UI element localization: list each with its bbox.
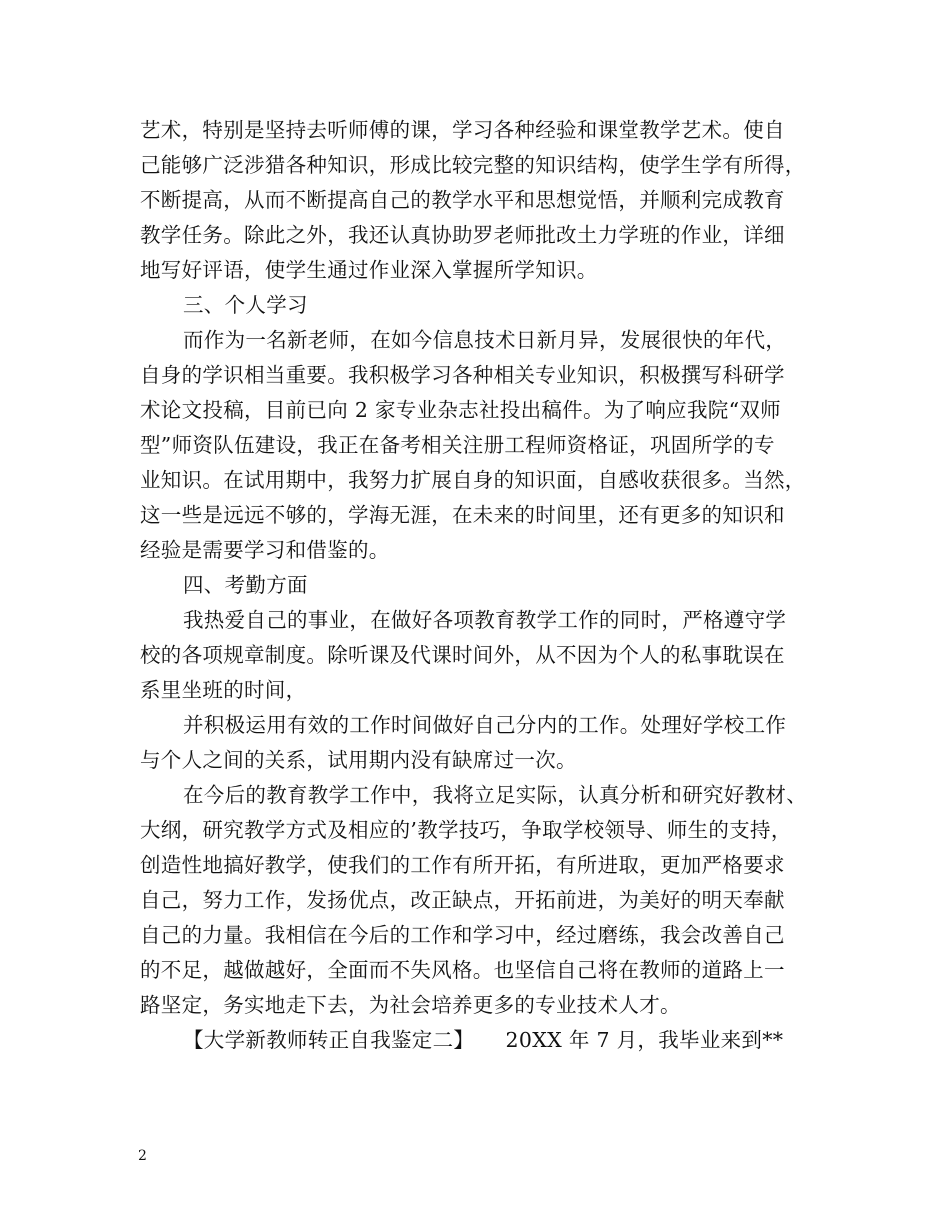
text-line: 艺术，特别是坚持去听师傅的课，学习各种经验和课堂教学艺术。使自 bbox=[140, 118, 785, 142]
text-line: 的不足，越做越好，全面而不失风格。也坚信自己将在教师的道路上一 bbox=[140, 958, 785, 982]
text-line: 路坚定，务实地走下去，为社会培养更多的专业技术人才。 bbox=[140, 993, 681, 1017]
text-line: 自身的学识相当重要。我积极学习各种相关专业知识，积极撰写科研学 bbox=[140, 363, 785, 387]
text-line: 这一些是远远不够的，学海无涯，在未来的时间里，还有更多的知识和 bbox=[140, 503, 785, 527]
section-heading: 四、考勤方面 bbox=[183, 573, 308, 597]
text-line: 并积极运用有效的工作时间做好自己分内的工作。处理好学校工作 bbox=[183, 713, 787, 737]
text-line: 型”师资队伍建设，我正在备考相关注册工程师资格证，巩固所学的专 bbox=[140, 433, 775, 457]
text-line: 系里坐班的时间， bbox=[140, 678, 307, 702]
text-line: 教学任务。除此之外，我还认真协助罗老师批改土力学班的作业，详细 bbox=[140, 223, 785, 247]
page-number: 2 bbox=[138, 1148, 147, 1164]
text-line: 己能够广泛涉猎各种知识，形成比较完整的知识结构，使学生学有所得， bbox=[140, 153, 806, 177]
text-line: 与个人之间的关系，试用期内没有缺席过一次。 bbox=[140, 748, 577, 772]
text-line: 在今后的教育教学工作中，我将立足实际，认真分析和研究好教材、 bbox=[183, 783, 807, 807]
text-line: 经验是需要学习和借鉴的。 bbox=[140, 538, 390, 562]
text-line: 不断提高，从而不断提高自己的教学水平和思想觉悟，并顺利完成教育 bbox=[140, 188, 785, 212]
text-line: 自己的力量。我相信在今后的工作和学习中，经过磨练，我会改善自己 bbox=[140, 923, 785, 947]
text-line: 业知识。在试用期中，我努力扩展自身的知识面，自感收获很多。当然， bbox=[140, 468, 806, 492]
section-heading: 三、个人学习 bbox=[183, 293, 308, 317]
text-line: 我热爱自己的事业，在做好各项教育教学工作的同时，严格遵守学 bbox=[183, 608, 787, 632]
text-line: 自己，努力工作，发扬优点，改正缺点，开拓前进，为美好的明天奉献 bbox=[140, 888, 785, 912]
text-line: 大纲，研究教学方式及相应的’教学技巧，争取学校领导、师生的支持， bbox=[140, 818, 792, 842]
text-line: 【大学新教师转正自我鉴定二】 20XX 年 7 月，我毕业来到** bbox=[183, 1028, 784, 1052]
text-line: 创造性地搞好教学，使我们的工作有所开拓，有所进取，更加严格要求 bbox=[140, 853, 785, 877]
text-line: 术论文投稿，目前已向 2 家专业杂志社投出稿件。为了响应我院“双师 bbox=[140, 398, 781, 422]
text-line: 而作为一名新老师，在如今信息技术日新月异，发展很快的年代， bbox=[183, 328, 787, 352]
text-line: 校的各项规章制度。除听课及代课时间外，从不因为个人的私事耽误在 bbox=[140, 643, 785, 667]
text-line: 地写好评语，使学生通过作业深入掌握所学知识。 bbox=[140, 258, 598, 282]
